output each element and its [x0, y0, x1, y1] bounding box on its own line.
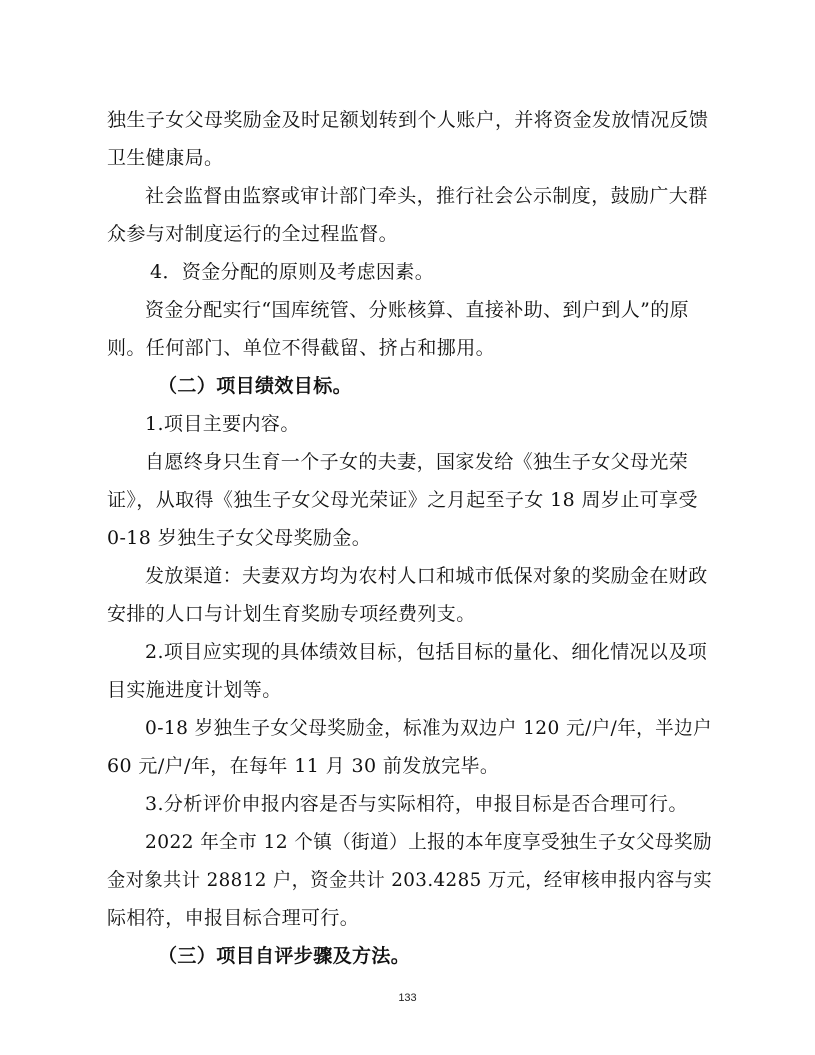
body-line: 众参与对制度运行的全过程监督。 [107, 223, 399, 245]
body-line: 卫生健康局。 [107, 147, 224, 169]
section-heading: （三）项目自评步骤及方法。 [158, 945, 411, 967]
body-line: 0-18 岁独生子女父母奖励金。 [107, 527, 372, 549]
body-line: 安排的人口与计划生育奖励专项经费列支。 [107, 603, 476, 625]
body-line: 1.项目主要内容。 [145, 413, 300, 435]
body-line: 目实施进度计划等。 [107, 679, 282, 701]
body-line: 2.项目应实现的具体绩效目标，包括目标的量化、细化情况以及项 [145, 641, 708, 663]
section-heading: （二）项目绩效目标。 [158, 375, 353, 397]
page-number: 133 [398, 992, 417, 1004]
body-line: 际相符，申报目标合理可行。 [107, 907, 360, 929]
body-line: 发放渠道：夫妻双方均为农村人口和城市低保对象的奖励金在财政 [145, 565, 708, 587]
body-line: 60 元/户/年，在每年 11 月 30 前发放完毕。 [107, 755, 500, 777]
body-line: 资金分配实行“国库统管、分账核算、直接补助、到户到人”的原 [145, 299, 690, 321]
body-line: 证》，从取得《独生子女父母光荣证》之月起至子女 18 周岁止可享受 [107, 489, 698, 511]
body-line: 0-18 岁独生子女父母奖励金，标准为双边户 120 元/户/年，半边户 [145, 717, 712, 739]
body-line: 自愿终身只生育一个子女的夫妻，国家发给《独生子女父母光荣 [145, 451, 689, 473]
body-line: 独生子女父母奖励金及时足额划转到个人账户，并将资金发放情况反馈 [107, 109, 709, 131]
body-line: 4．资金分配的原则及考虑因素。 [150, 261, 435, 283]
body-line: 社会监督由监察或审计部门牵头，推行社会公示制度，鼓励广大群 [145, 185, 708, 207]
body-line: 2022 年全市 12 个镇（街道）上报的本年度享受独生子女父母奖励 [145, 831, 712, 853]
body-line: 金对象共计 28812 户，资金共计 203.4285 万元，经审核申报内容与实 [107, 869, 713, 891]
body-line: 3.分析评价申报内容是否与实际相符，申报目标是否合理可行。 [145, 793, 688, 815]
body-line: 则。任何部门、单位不得截留、挤占和挪用。 [107, 337, 496, 359]
